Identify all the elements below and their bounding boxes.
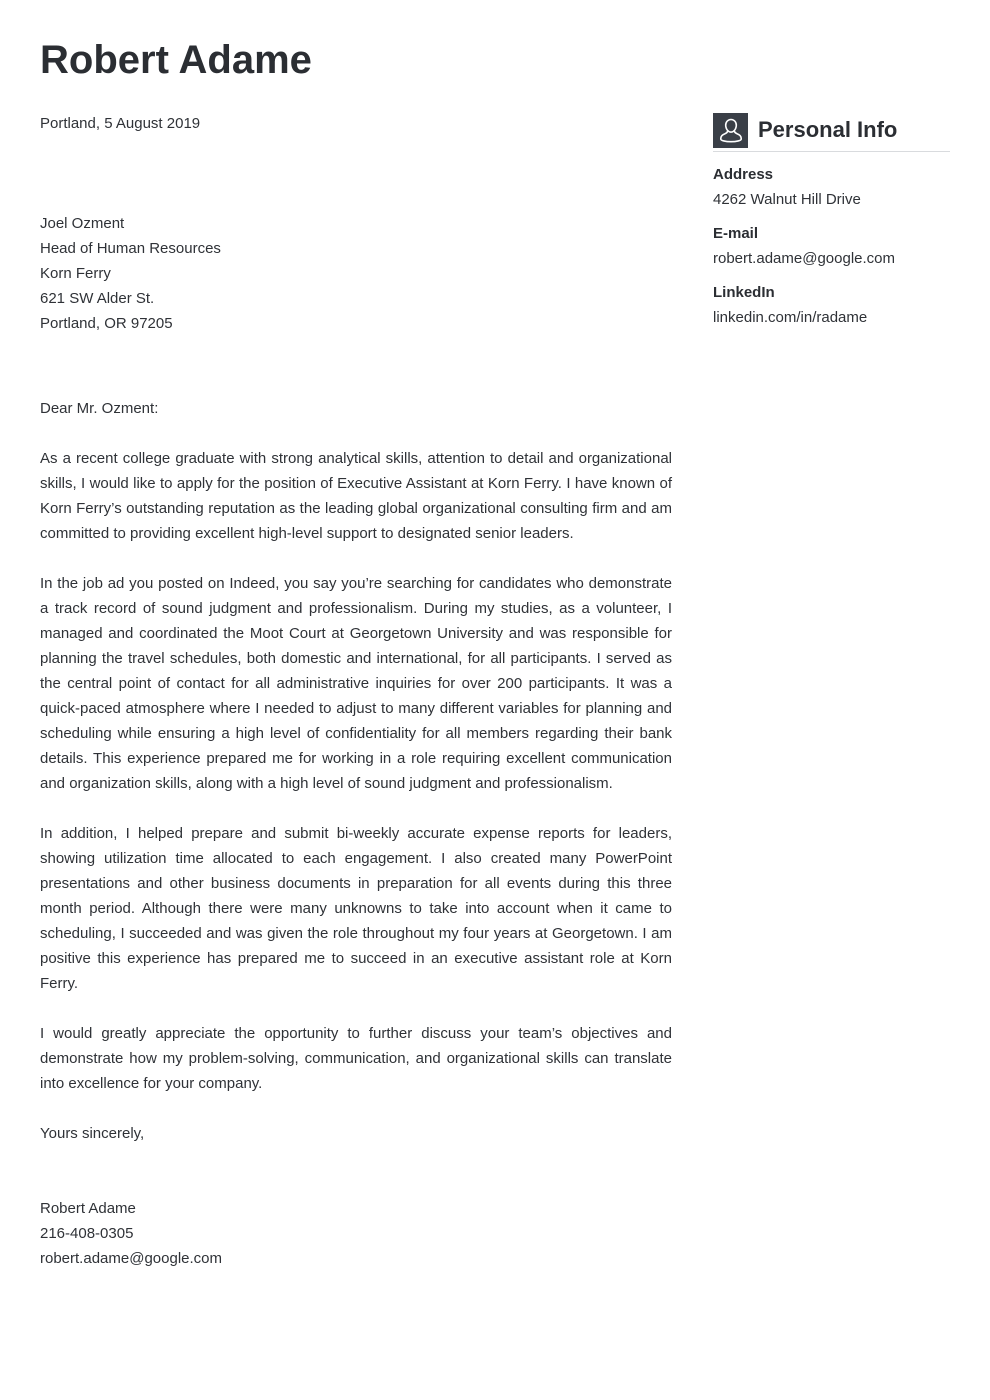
closing: Yours sincerely, [40,1125,145,1142]
linkedin-value: linkedin.com/in/radame [713,309,868,326]
recipient-street: 621 SW Alder St. [40,290,155,307]
email-label: E-mail [713,225,759,242]
letter-paragraph: I would greatly appreciate the opportunity to further discuss your team’s objectives and demonstrate how my problem-solving, communication, and organizational skills can translate into excellence for your company. [40,1025,672,1092]
recipient-name: Joel Ozment [40,215,125,232]
email-value: robert.adame@google.com [713,250,895,267]
signature-phone: 216-408-0305 [40,1225,134,1242]
letter-paragraph: As a recent college graduate with strong analytical skills, attention to detail and organizational skills, I would like to apply for the position of Executive Assistant at Korn Ferry. I have known of Korn Ferry’s outstanding reputation as the leading global organizational consulting firm and am committed to providing excellent high-level support to designated senior leaders. [40,450,672,542]
linkedin-label: LinkedIn [713,284,775,301]
signature-name: Robert Adame [40,1200,136,1217]
page-title: Robert Adame [40,38,312,82]
salutation: Dear Mr. Ozment: [40,400,159,417]
recipient-city: Portland, OR 97205 [40,315,173,332]
recipient-company: Korn Ferry [40,265,111,282]
signature-block [40,1196,672,1271]
section-title: Personal Info [758,117,898,142]
personal-info-header [713,112,950,152]
date-line: Portland, 5 August 2019 [40,115,201,132]
person-icon [713,113,748,148]
personal-info-sidebar [713,112,950,328]
recipient-title: Head of Human Resources [40,240,221,257]
letter-paragraph: In addition, I helped prepare and submit bi-weekly accurate expense reports for leaders, showing utilization time allocated to each engagement. I also created many PowerPoint presentations and other business documents in preparation for all events during this three month period. Although there were many unknowns to take into account when it came to scheduling, I succeeded and was given the role throughout my four years at Georgetown. I am positive this experience has prepared me to succeed in an executive assistant role at Korn Ferry. [40,825,672,992]
address-value: 4262 Walnut Hill Drive [713,191,861,208]
address-label: Address [713,166,774,183]
recipient-block [40,211,672,336]
letter-body [40,111,672,1271]
letter-paragraph: In the job ad you posted on Indeed, you say you’re searching for candidates who demonstrate a track record of sound judgment and professionalism. During my studies, as a volunteer, I managed and coordinated the Moot Court at Georgetown University and was responsible for planning the travel schedules, both domestic and international, for all participants. I served as the central point of contact for all administrative inquiries for over 200 participants. It was a quick-paced atmosphere where I needed to adjust to many different variables for planning and scheduling while ensuring a high level of confidentiality for all members regarding their bank details. This experience prepared me for working in a role requiring excellent communication and organization skills, along with a high level of sound judgment and professionalism. [40,575,672,792]
signature-email: robert.adame@google.com [40,1250,222,1267]
